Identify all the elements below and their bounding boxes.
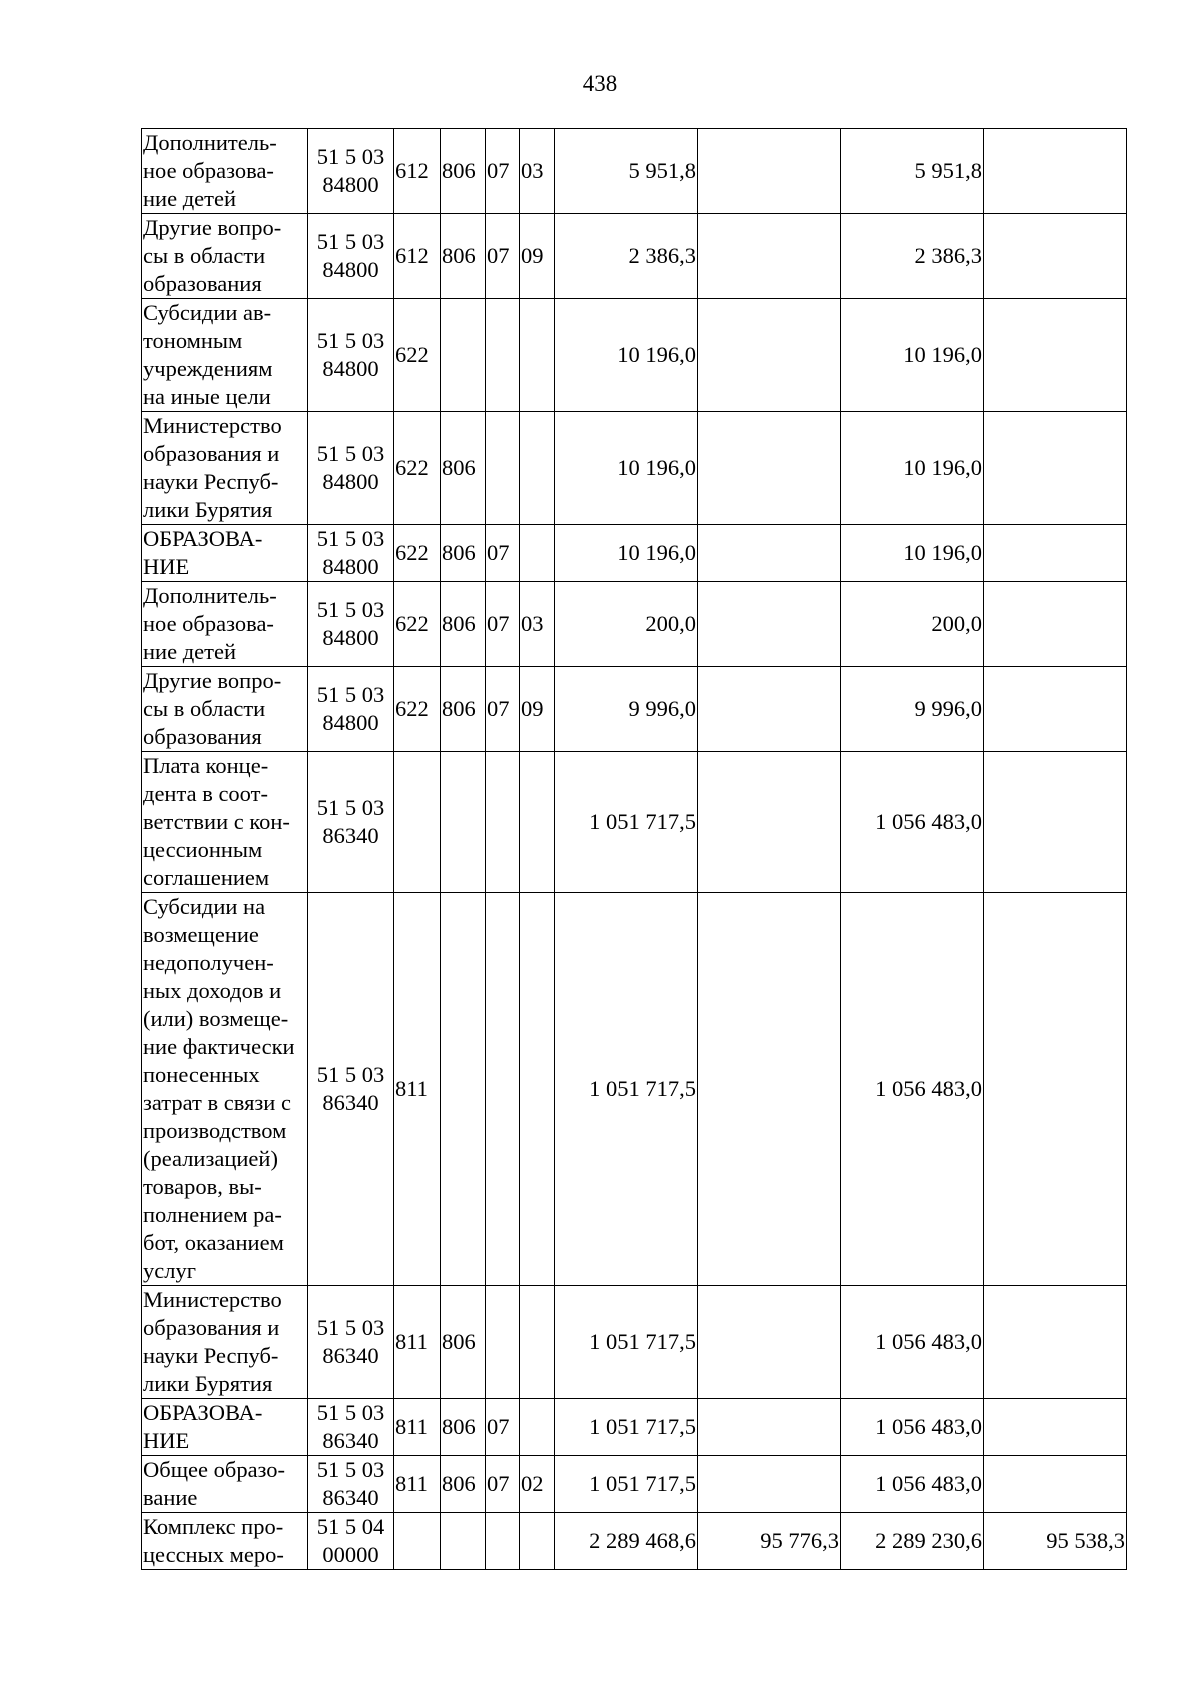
item-name-line: лики Бурятия: [143, 1371, 273, 1396]
expense-type-cell: 811: [394, 893, 441, 1286]
administrator-code-cell: 806: [441, 214, 486, 299]
amount-2025-total-cell: 1 051 717,5: [555, 1286, 698, 1399]
program-code-line: 00000: [322, 1542, 379, 1567]
item-name-line: Другие вопро-: [143, 668, 282, 693]
expense-type-cell: 622: [394, 667, 441, 752]
program-code-cell: [308, 752, 394, 893]
section-cell: [486, 299, 520, 412]
program-code-line: 86340: [322, 1343, 379, 1368]
administrator-code-cell: [441, 1513, 486, 1570]
table-row: [142, 1286, 1127, 1399]
expense-type-cell: 622: [394, 299, 441, 412]
section-cell: [486, 1513, 520, 1570]
subsection-cell: [520, 893, 555, 1286]
item-name-line: Плата конце-: [143, 753, 269, 778]
program-code-cell: [308, 1286, 394, 1399]
amount-2025-total-cell: 10 196,0: [555, 412, 698, 525]
program-code-line: 84800: [322, 356, 379, 381]
item-name-line: услуг: [143, 1258, 196, 1283]
expense-type-cell: 811: [394, 1399, 441, 1456]
item-name-line: Субсидии на: [143, 894, 266, 919]
amount-2026-total-cell: 10 196,0: [841, 525, 984, 582]
amount-2025-federal-cell: [698, 525, 841, 582]
amount-2026-total-cell: 10 196,0: [841, 412, 984, 525]
amount-2025-federal-cell: [698, 752, 841, 893]
expense-type-cell: 622: [394, 412, 441, 525]
program-code-cell: [308, 893, 394, 1286]
item-name-line: ние фактически: [143, 1034, 295, 1059]
program-code-cell: [308, 525, 394, 582]
subsection-cell: [520, 1399, 555, 1456]
section-cell: [486, 1286, 520, 1399]
program-code-cell: [308, 129, 394, 214]
amount-2026-federal-cell: [984, 1456, 1127, 1513]
program-code-line: 84800: [322, 469, 379, 494]
item-name-line: ние детей: [143, 186, 236, 211]
amount-2025-total-cell: 2 289 468,6: [555, 1513, 698, 1570]
subsection-cell: 03: [520, 129, 555, 214]
administrator-code-cell: 806: [441, 129, 486, 214]
subsection-cell: [520, 412, 555, 525]
item-name-line: Другие вопро-: [143, 215, 282, 240]
item-name-cell: [142, 412, 308, 525]
amount-2026-federal-cell: 95 538,3: [984, 1513, 1127, 1570]
program-code-cell: [308, 1513, 394, 1570]
item-name-line: НИЕ: [143, 1428, 190, 1453]
amount-2025-total-cell: 200,0: [555, 582, 698, 667]
section-cell: [486, 893, 520, 1286]
item-name-line: Министерство: [143, 1287, 282, 1312]
amount-2025-federal-cell: [698, 667, 841, 752]
table-row: [142, 129, 1127, 214]
item-name-cell: [142, 582, 308, 667]
program-code-cell: [308, 667, 394, 752]
item-name-cell: [142, 525, 308, 582]
program-code-line: 51 5 03: [316, 328, 385, 353]
subsection-cell: 09: [520, 667, 555, 752]
table-row: [142, 299, 1127, 412]
section-cell: 07: [486, 1399, 520, 1456]
budget-table: [141, 128, 1127, 1570]
table-row: [142, 582, 1127, 667]
item-name-line: ное образова-: [143, 158, 274, 183]
item-name-line: полнением ра-: [143, 1202, 282, 1227]
amount-2025-federal-cell: [698, 1399, 841, 1456]
table-row: [142, 214, 1127, 299]
item-name-line: науки Респуб-: [143, 1343, 279, 1368]
item-name-line: понесенных: [143, 1062, 260, 1087]
item-name-line: ветствии с кон-: [143, 809, 290, 834]
section-cell: 07: [486, 525, 520, 582]
administrator-code-cell: [441, 752, 486, 893]
subsection-cell: 09: [520, 214, 555, 299]
item-name-line: тономным: [143, 328, 243, 353]
item-name-line: образования и: [143, 1315, 280, 1340]
section-cell: 07: [486, 1456, 520, 1513]
item-name-line: ное образова-: [143, 611, 274, 636]
item-name-line: бот, оказанием: [143, 1230, 284, 1255]
amount-2026-total-cell: 1 056 483,0: [841, 1456, 984, 1513]
program-code-line: 51 5 03: [316, 597, 385, 622]
item-name-line: соглашением: [143, 865, 270, 890]
program-code-line: 51 5 03: [316, 526, 385, 551]
amount-2025-federal-cell: [698, 1456, 841, 1513]
item-name-line: ние детей: [143, 639, 236, 664]
table-row: [142, 412, 1127, 525]
item-name-line: недополучен-: [143, 950, 274, 975]
program-code-cell: [308, 1456, 394, 1513]
amount-2026-total-cell: 2 289 230,6: [841, 1513, 984, 1570]
section-cell: 07: [486, 214, 520, 299]
item-name-line: образования: [143, 271, 262, 296]
item-name-line: цессионным: [143, 837, 263, 862]
expense-type-cell: [394, 752, 441, 893]
administrator-code-cell: [441, 893, 486, 1286]
amount-2025-total-cell: 10 196,0: [555, 299, 698, 412]
program-code-line: 84800: [322, 554, 379, 579]
expense-type-cell: 622: [394, 525, 441, 582]
administrator-code-cell: 806: [441, 1286, 486, 1399]
program-code-line: 51 5 03: [316, 229, 385, 254]
amount-2026-total-cell: 2 386,3: [841, 214, 984, 299]
amount-2025-total-cell: 10 196,0: [555, 525, 698, 582]
item-name-cell: [142, 893, 308, 1286]
item-name-cell: [142, 214, 308, 299]
subsection-cell: 03: [520, 582, 555, 667]
subsection-cell: [520, 525, 555, 582]
page-number: 438: [582, 71, 618, 96]
subsection-cell: [520, 1286, 555, 1399]
program-code-line: 86340: [322, 1485, 379, 1510]
amount-2026-total-cell: 1 056 483,0: [841, 893, 984, 1286]
item-name-line: затрат в связи с: [143, 1090, 291, 1115]
item-name-cell: [142, 752, 308, 893]
item-name-line: ОБРАЗОВА-: [143, 526, 263, 551]
item-name-line: Министерство: [143, 413, 282, 438]
item-name-line: ОБРАЗОВА-: [143, 1400, 263, 1425]
program-code-line: 51 5 03: [316, 682, 385, 707]
amount-2026-federal-cell: [984, 525, 1127, 582]
amount-2025-federal-cell: [698, 893, 841, 1286]
section-cell: 07: [486, 582, 520, 667]
item-name-line: производством: [143, 1118, 287, 1143]
table-row: [142, 667, 1127, 752]
amount-2026-federal-cell: [984, 1286, 1127, 1399]
item-name-line: науки Респуб-: [143, 469, 279, 494]
table-row: [142, 1399, 1127, 1456]
item-name-line: (реализацией): [143, 1146, 278, 1171]
item-name-line: образования и: [143, 441, 280, 466]
amount-2026-federal-cell: [984, 214, 1127, 299]
item-name-cell: [142, 1286, 308, 1399]
expense-type-cell: 622: [394, 582, 441, 667]
program-code-line: 51 5 03: [316, 441, 385, 466]
program-code-cell: [308, 299, 394, 412]
administrator-code-cell: [441, 299, 486, 412]
amount-2026-federal-cell: [984, 667, 1127, 752]
item-name-line: на иные цели: [143, 384, 271, 409]
expense-type-cell: 612: [394, 214, 441, 299]
item-name-line: Общее образо-: [143, 1457, 286, 1482]
program-code-line: 86340: [322, 1090, 379, 1115]
program-code-line: 84800: [322, 625, 379, 650]
item-name-cell: [142, 1399, 308, 1456]
item-name-line: (или) возмеще-: [143, 1006, 289, 1031]
amount-2026-federal-cell: [984, 752, 1127, 893]
item-name-cell: [142, 667, 308, 752]
administrator-code-cell: 806: [441, 525, 486, 582]
amount-2026-federal-cell: [984, 412, 1127, 525]
item-name-cell: [142, 1456, 308, 1513]
program-code-line: 86340: [322, 1428, 379, 1453]
item-name-line: НИЕ: [143, 554, 190, 579]
amount-2026-federal-cell: [984, 893, 1127, 1286]
amount-2025-federal-cell: [698, 582, 841, 667]
item-name-line: Дополнитель-: [143, 583, 277, 608]
program-code-line: 51 5 03: [316, 1315, 385, 1340]
amount-2025-total-cell: 1 051 717,5: [555, 1456, 698, 1513]
program-code-line: 84800: [322, 172, 379, 197]
amount-2025-federal-cell: 95 776,3: [698, 1513, 841, 1570]
program-code-cell: [308, 582, 394, 667]
amount-2026-federal-cell: [984, 582, 1127, 667]
amount-2025-total-cell: 5 951,8: [555, 129, 698, 214]
administrator-code-cell: 806: [441, 412, 486, 525]
program-code-line: 51 5 03: [316, 1400, 385, 1425]
item-name-line: вание: [143, 1485, 198, 1510]
amount-2025-federal-cell: [698, 1286, 841, 1399]
program-code-cell: [308, 1399, 394, 1456]
item-name-line: дента в соот-: [143, 781, 268, 806]
amount-2026-federal-cell: [984, 1399, 1127, 1456]
table-body: [142, 129, 1127, 1570]
subsection-cell: [520, 752, 555, 893]
amount-2025-total-cell: 2 386,3: [555, 214, 698, 299]
item-name-line: Дополнитель-: [143, 130, 277, 155]
program-code-line: 86340: [322, 823, 379, 848]
item-name-line: Субсидии ав-: [143, 300, 272, 325]
table-row: [142, 1513, 1127, 1570]
amount-2025-federal-cell: [698, 214, 841, 299]
item-name-line: сы в области: [143, 243, 266, 268]
amount-2026-total-cell: 1 056 483,0: [841, 752, 984, 893]
amount-2025-federal-cell: [698, 129, 841, 214]
amount-2025-total-cell: 1 051 717,5: [555, 893, 698, 1286]
table-row: [142, 752, 1127, 893]
program-code-line: 51 5 04: [316, 1514, 385, 1539]
amount-2025-total-cell: 1 051 717,5: [555, 752, 698, 893]
amount-2025-total-cell: 1 051 717,5: [555, 1399, 698, 1456]
program-code-line: 84800: [322, 710, 379, 735]
program-code-line: 51 5 03: [316, 795, 385, 820]
amount-2026-total-cell: 1 056 483,0: [841, 1399, 984, 1456]
amount-2025-federal-cell: [698, 412, 841, 525]
expense-type-cell: 811: [394, 1456, 441, 1513]
item-name-cell: [142, 129, 308, 214]
administrator-code-cell: 806: [441, 1456, 486, 1513]
section-cell: 07: [486, 667, 520, 752]
amount-2026-total-cell: 10 196,0: [841, 299, 984, 412]
amount-2026-total-cell: 5 951,8: [841, 129, 984, 214]
amount-2026-federal-cell: [984, 299, 1127, 412]
amount-2026-federal-cell: [984, 129, 1127, 214]
program-code-cell: [308, 412, 394, 525]
amount-2026-total-cell: 200,0: [841, 582, 984, 667]
item-name-line: возмещение: [143, 922, 259, 947]
table-row: [142, 1456, 1127, 1513]
expense-type-cell: 612: [394, 129, 441, 214]
subsection-cell: 02: [520, 1456, 555, 1513]
item-name-line: Комплекс про-: [143, 1514, 284, 1539]
program-code-line: 84800: [322, 257, 379, 282]
item-name-cell: [142, 299, 308, 412]
item-name-line: лики Бурятия: [143, 497, 273, 522]
item-name-line: цессных меро-: [143, 1542, 284, 1567]
section-cell: [486, 412, 520, 525]
item-name-line: учреждениям: [143, 356, 273, 381]
item-name-cell: [142, 1513, 308, 1570]
amount-2025-federal-cell: [698, 299, 841, 412]
program-code-cell: [308, 214, 394, 299]
item-name-line: образования: [143, 724, 262, 749]
subsection-cell: [520, 299, 555, 412]
program-code-line: 51 5 03: [316, 144, 385, 169]
item-name-line: сы в области: [143, 696, 266, 721]
administrator-code-cell: 806: [441, 667, 486, 752]
amount-2025-total-cell: 9 996,0: [555, 667, 698, 752]
administrator-code-cell: 806: [441, 582, 486, 667]
subsection-cell: [520, 1513, 555, 1570]
table-row: [142, 525, 1127, 582]
item-name-line: товаров, вы-: [143, 1174, 262, 1199]
program-code-line: 51 5 03: [316, 1457, 385, 1482]
section-cell: [486, 752, 520, 893]
expense-type-cell: 811: [394, 1286, 441, 1399]
amount-2026-total-cell: 9 996,0: [841, 667, 984, 752]
program-code-line: 51 5 03: [316, 1062, 385, 1087]
administrator-code-cell: 806: [441, 1399, 486, 1456]
item-name-line: ных доходов и: [143, 978, 282, 1003]
amount-2026-total-cell: 1 056 483,0: [841, 1286, 984, 1399]
section-cell: 07: [486, 129, 520, 214]
expense-type-cell: [394, 1513, 441, 1570]
table-row: [142, 893, 1127, 1286]
